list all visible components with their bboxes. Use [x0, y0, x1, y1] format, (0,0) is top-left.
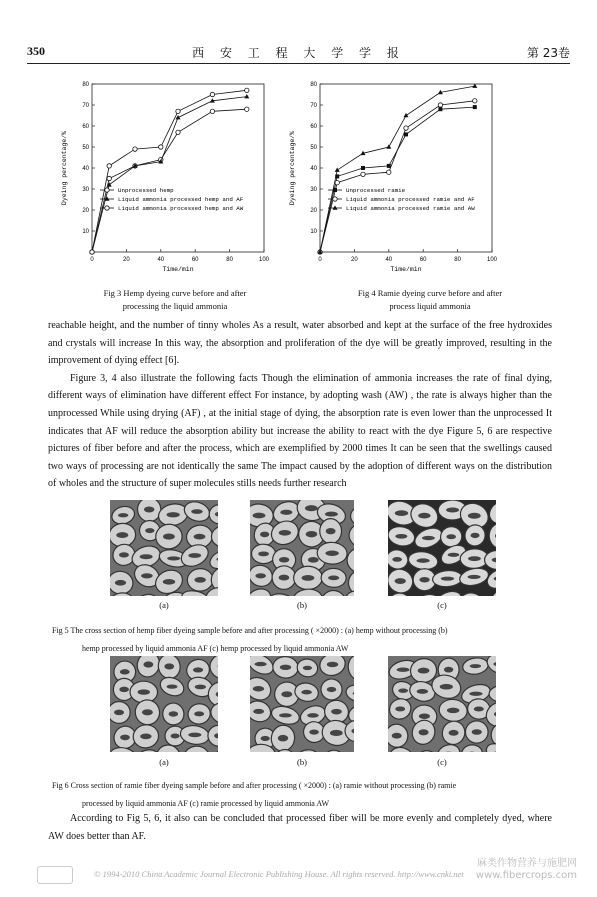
fiber-lumen: [395, 706, 405, 711]
fiber-lumen: [120, 669, 130, 674]
legend-label: Unprocessed ramie: [346, 187, 406, 194]
fiber-lumen: [416, 558, 429, 562]
fiber-lumen: [194, 534, 206, 540]
fiber-lumen: [468, 575, 481, 579]
y-tick-label: 70: [82, 103, 89, 109]
data-point: [473, 99, 477, 103]
fiber-lumen: [143, 661, 153, 667]
fiber-lumen: [327, 662, 339, 667]
fiber-lumen: [327, 687, 336, 692]
fiber-lumen: [169, 711, 178, 716]
fiber-lumen: [281, 691, 292, 697]
cnki-logo-icon: [37, 866, 73, 884]
legend-label: Liquid ammonia processed hemp and AF: [118, 196, 244, 203]
legend-entry: [328, 187, 406, 194]
fiber-lumen: [138, 689, 150, 694]
fiber-lumen: [188, 733, 201, 738]
legend-label: Liquid ammonia processed ramie and AF: [346, 196, 475, 203]
series-3: [318, 84, 478, 254]
fiber-lumen: [309, 729, 319, 734]
fig3-chart: [56, 72, 286, 282]
x-tick-label: 80: [226, 257, 233, 263]
fiber-lumen: [472, 729, 482, 735]
x-tick-label: 0: [318, 257, 322, 263]
x-tick-label: 20: [351, 257, 358, 263]
fig4-chart-svg: [284, 72, 514, 282]
fig4-caption-line1: Fig 4 Ramie dyeing curve before and after: [357, 288, 503, 298]
fiber-lumen: [468, 513, 481, 519]
fiber-lumen: [331, 709, 342, 715]
data-point: [107, 164, 111, 168]
fiber-lumen: [194, 577, 206, 583]
fiber-lumen: [141, 573, 153, 578]
plot-frame: [320, 84, 492, 252]
fiber-lumen: [397, 668, 410, 672]
fiber-lumen: [470, 664, 481, 668]
series-line: [320, 107, 475, 252]
fiber-lumen: [144, 507, 154, 513]
y-tick-label: 80: [310, 82, 317, 88]
fiber-lumen: [195, 685, 206, 690]
fiber-lumen: [395, 578, 406, 584]
fiber-lumen: [308, 557, 319, 563]
fiber-lumen: [253, 513, 266, 519]
data-point: [387, 170, 391, 174]
header-rule: [27, 63, 570, 64]
legend-entry: [100, 205, 244, 212]
data-point: [176, 109, 180, 113]
fiber-lumen: [398, 688, 408, 692]
fiber-lumen: [254, 662, 266, 666]
fiber-lumen: [118, 513, 128, 517]
x-tick-label: 0: [90, 257, 94, 263]
fiber-lumen: [395, 510, 408, 516]
fiber-lumen: [119, 552, 129, 557]
fiber-lumen: [392, 733, 402, 739]
fiber-lumen: [253, 709, 264, 714]
y-tick-label: 30: [310, 187, 317, 193]
micrograph-texture: [250, 656, 354, 752]
fiber-lumen: [279, 713, 292, 717]
fiber-lumen: [258, 551, 269, 556]
data-point: [335, 181, 339, 185]
fig3-caption-line1: Fig 3 Hemp dyeing curve before and after: [103, 288, 247, 298]
fiber-lumen: [278, 735, 288, 741]
watermark-url: www.fibercrops.com: [475, 870, 577, 881]
fiber-lumen: [171, 734, 180, 739]
x-tick-label: 40: [157, 257, 165, 263]
fiber-lumen: [279, 557, 289, 562]
paragraph-1: reachable height, and the number of tinny wholes As a result, water absorbed and kept at the surface of the free hydroxides and crystals will increase In this way, the absorption and proliferation of the dye will be greatly improved, resulting in the improvement of dying effect [6].: [48, 320, 552, 367]
y-tick-label: 70: [310, 103, 317, 109]
copyright-line: © 1994-2010 China Academic Journal Electronic Publishing House. All rights reserved. http://www.cnki.net: [94, 869, 464, 879]
x-axis-label: Time/min: [390, 266, 422, 273]
fiber-lumen: [474, 706, 484, 711]
fiber-lumen: [255, 573, 266, 578]
fiber-lumen: [422, 536, 435, 540]
fig6-caption-line2: processed by liquid ammonia AF (c) ramie processed by liquid ammonia AW: [82, 799, 330, 808]
fiber-lumen: [188, 553, 201, 558]
fig4-caption-line2: process liquid ammonia: [389, 301, 471, 311]
fiber-lumen: [167, 512, 180, 517]
fiber-lumen: [417, 689, 428, 694]
x-tick-label: 60: [191, 257, 199, 263]
fig5c-label: (c): [437, 600, 447, 610]
page-number: 350: [27, 44, 45, 58]
legend-entry: [328, 205, 475, 212]
legend-entry: [328, 196, 475, 203]
y-tick-label: 40: [82, 166, 89, 172]
fig5-caption-line1: Fig 5 The cross section of hemp fiber dyeing sample before and after processing ( ×2000) : (a) hemp without processing (b): [52, 626, 448, 635]
fiber-lumen: [444, 667, 453, 673]
y-tick-label: 50: [82, 145, 89, 151]
fiber-lumen: [446, 507, 459, 512]
fig5b-photo: [250, 500, 354, 596]
fiber-lumen: [471, 533, 480, 538]
x-tick-label: 100: [486, 257, 498, 263]
fiber-lumen: [441, 577, 454, 581]
volume-label: 第 23卷: [526, 46, 570, 60]
fiber-lumen: [448, 553, 460, 557]
fiber-lumen: [280, 665, 291, 670]
series-line: [92, 90, 247, 252]
micrograph-texture: [110, 500, 218, 596]
fiber-lumen: [260, 532, 269, 538]
fiber-lumen: [261, 736, 270, 741]
data-point: [90, 250, 94, 254]
fiber-lumen: [418, 668, 430, 674]
fig6a-photo: [110, 656, 218, 752]
y-tick-label: 10: [82, 229, 89, 235]
fiber-lumen: [114, 710, 124, 715]
y-tick-label: 10: [310, 229, 317, 235]
x-tick-label: 80: [454, 257, 461, 263]
fig6c-photo: [388, 656, 496, 752]
data-point: [333, 197, 337, 201]
x-axis-label: Time/min: [162, 266, 194, 273]
fiber-lumen: [328, 576, 339, 581]
fiber-lumen: [145, 528, 154, 533]
fiber-lumen: [167, 556, 180, 560]
y-tick-label: 60: [310, 124, 317, 130]
fig5a-photo: [110, 500, 218, 596]
x-tick-label: 60: [419, 257, 427, 263]
data-point: [387, 164, 391, 168]
series-3: [90, 88, 249, 254]
fig5c-photo: [388, 500, 496, 596]
fig6a-label: (a): [159, 757, 169, 767]
fig4-chart: [284, 72, 514, 282]
x-tick-label: 100: [258, 257, 270, 263]
legend-label: Liquid ammonia processed ramie and AW: [346, 205, 475, 212]
journal-title: 西 安 工 程 大 学 学 报: [192, 46, 405, 60]
page-footer: [27, 858, 577, 886]
data-point: [333, 188, 337, 192]
fig5-caption: [52, 622, 549, 658]
micrograph-texture: [388, 500, 496, 596]
fiber-lumen: [307, 713, 319, 717]
fiber-lumen: [140, 554, 153, 559]
fiber-lumen: [303, 666, 312, 670]
fiber-lumen: [120, 735, 130, 741]
fig5a-label: (a): [159, 600, 169, 610]
fiber-lumen: [115, 580, 126, 586]
data-point: [386, 144, 391, 148]
fiber-lumen: [164, 663, 174, 669]
fiber-lumen: [325, 551, 338, 556]
y-tick-label: 20: [82, 208, 89, 214]
data-point: [404, 113, 409, 117]
data-point: [438, 103, 442, 107]
y-tick-label: 40: [310, 166, 317, 172]
legend-label: Unprocessed hemp: [118, 187, 174, 194]
data-point: [245, 88, 249, 92]
data-point: [176, 130, 180, 134]
fiber-lumen: [116, 532, 128, 538]
fig3-caption: [70, 287, 280, 313]
fiber-lumen: [447, 708, 460, 713]
fiber-lumen: [253, 686, 264, 691]
y-axis-label: Dyeing percentage/%: [289, 130, 296, 206]
data-point: [107, 176, 111, 180]
legend-entry: [100, 196, 244, 203]
y-tick-label: 30: [82, 187, 89, 193]
data-point: [244, 94, 249, 98]
fiber-lumen: [140, 733, 151, 739]
fiber-lumen: [119, 687, 129, 693]
fiber-lumen: [418, 513, 430, 519]
fiber-lumen: [301, 690, 312, 695]
fiber-lumen: [419, 729, 429, 735]
fiber-lumen: [419, 713, 430, 719]
paragraph-3: According to Fig 5, 6, it also can be concluded that processed fiber will be more evenly and completely dyed, where AW does better than AF.: [48, 813, 552, 842]
y-tick-label: 50: [310, 145, 317, 151]
fiber-lumen: [194, 711, 204, 716]
fig4-caption: [325, 287, 535, 313]
series-2: [318, 99, 477, 255]
fiber-lumen: [306, 531, 318, 537]
data-point: [210, 92, 214, 96]
fiber-lumen: [167, 684, 178, 688]
data-point: [438, 107, 442, 111]
fig6b-label: (b): [297, 757, 307, 767]
data-point: [133, 147, 137, 151]
fiber-lumen: [163, 579, 175, 585]
data-point: [335, 168, 340, 172]
series-2: [90, 94, 250, 254]
fiber-lumen: [446, 534, 456, 539]
fiber-lumen: [395, 534, 407, 539]
data-point: [361, 166, 365, 170]
fiber-lumen: [279, 530, 291, 536]
fig6-caption-line1: Fig 6 Cross section of ramie fiber dyeing sample before and after processing ( ×2000) : (a) ramie without processing (b) ramie: [52, 781, 457, 790]
fig3-caption-line2: processing the liquid ammonia: [122, 301, 228, 311]
y-tick-label: 20: [310, 208, 317, 214]
fiber-lumen: [392, 557, 402, 562]
micrograph-texture: [110, 656, 218, 752]
fiber-lumen: [193, 667, 203, 672]
fiber-lumen: [191, 509, 203, 514]
data-point: [404, 132, 408, 136]
fiber-lumen: [142, 709, 153, 715]
fiber-lumen: [305, 505, 318, 511]
fig6b-photo: [250, 656, 354, 752]
data-point: [404, 126, 408, 130]
fig6-caption: [52, 777, 549, 813]
micrograph-texture: [250, 500, 354, 596]
fiber-lumen: [440, 684, 453, 690]
fiber-lumen: [326, 528, 336, 534]
data-point: [361, 172, 365, 176]
body-text-top: [48, 317, 552, 493]
y-tick-label: 60: [82, 124, 89, 130]
data-point: [105, 188, 109, 192]
fiber-lumen: [330, 730, 343, 736]
watermark-cn: 麻类作物营养与施肥网: [477, 858, 577, 869]
data-point: [105, 206, 109, 210]
fig5-caption-line2: hemp processed by liquid ammonia AF (c) hemp processed by liquid ammonia AW: [82, 644, 349, 653]
series-line: [320, 101, 475, 252]
fiber-lumen: [325, 512, 338, 517]
x-tick-label: 20: [123, 257, 130, 263]
x-tick-label: 40: [385, 257, 393, 263]
data-point: [473, 105, 477, 109]
data-point: [159, 145, 163, 149]
fig3-chart-svg: [56, 72, 286, 282]
fig6c-label: (c): [437, 757, 447, 767]
legend-label: Liquid ammonia processed hemp and AW: [118, 205, 244, 212]
watermark: [476, 858, 577, 882]
micrograph-texture: [388, 656, 496, 752]
fiber-lumen: [449, 730, 459, 736]
series-1: [318, 105, 477, 254]
fiber-lumen: [469, 692, 482, 696]
fiber-lumen: [302, 575, 315, 581]
series-line: [92, 97, 247, 252]
y-tick-label: 80: [82, 82, 89, 88]
page-header: [27, 44, 570, 62]
fiber-lumen: [419, 577, 429, 582]
fiber-lumen: [279, 575, 290, 581]
data-point: [245, 107, 249, 111]
body-text-bottom: [48, 810, 552, 845]
paragraph-2: Figure 3, 4 also illustrate the following facts Though the elimination of ammonia increases the rate of final dying, different ways of elimination have different effect For instance, by adopting wash (AW) , the rate is always higher than the unprocessed While using drying (AF) , at the initial stage of dying, the absorption rate is even lower than the unprocessed It indicates that AF will reduce the absorption ability but increase the ability to react with the dye Figure 5, 6 are respective pictures of fiber before and after the process, which are exemplified by 2000 times It can be seen that the swellings caused two ways of processing are not identically the same The impact caused by the adoption of different ways on the distribution of wholes and the structure of super molecules stills needs further research: [48, 372, 552, 490]
data-point: [210, 109, 214, 113]
fiber-lumen: [280, 510, 292, 515]
fig5b-label: (b): [297, 600, 307, 610]
y-axis-label: Dyeing percentage/%: [61, 130, 68, 206]
legend-entry: [100, 187, 174, 194]
fiber-lumen: [163, 534, 175, 540]
series-line: [320, 86, 475, 252]
fiber-lumen: [468, 556, 481, 561]
